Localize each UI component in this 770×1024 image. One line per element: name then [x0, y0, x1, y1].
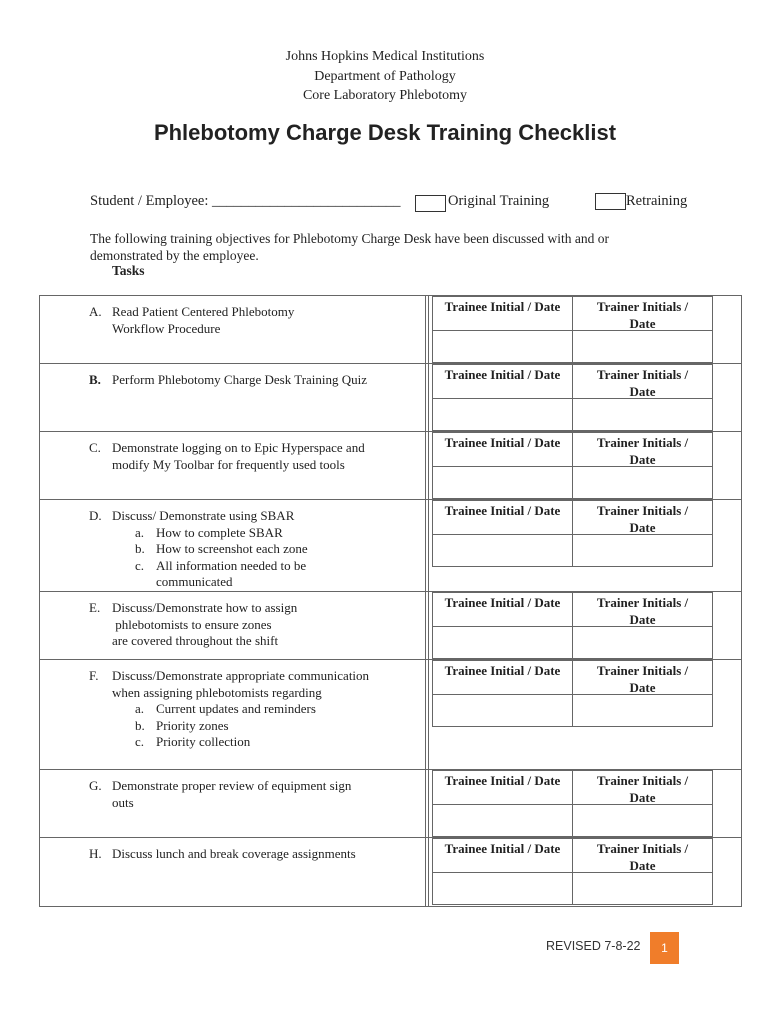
signoff-grid: [432, 838, 713, 905]
task-line: outs: [112, 794, 134, 810]
task-description: [89, 440, 422, 473]
trainee-initial-header: Trainee Initial / Date: [444, 299, 561, 314]
task-subitem: [112, 718, 422, 735]
task-letter: A.: [89, 304, 102, 319]
page-title: Phlebotomy Charge Desk Training Checklist: [153, 120, 617, 145]
task-row: [40, 432, 741, 500]
task-description: [89, 846, 422, 863]
task-table: [39, 295, 742, 907]
subitem-text: Current updates and reminders: [156, 701, 316, 716]
retraining-checkbox[interactable]: [595, 193, 626, 210]
trainee-initial-header: Trainee Initial / Date: [444, 841, 561, 856]
trainee-initial-cell[interactable]: [433, 331, 572, 362]
task-line: when assigning phlebotomists regarding: [112, 684, 322, 700]
task-subitem: [112, 734, 422, 751]
task-description: [89, 778, 422, 811]
task-letter: G.: [89, 778, 102, 793]
task-line: are covered throughout the shift: [112, 633, 279, 648]
task-row: [40, 660, 741, 770]
task-line: Demonstrate proper review of equipment sign: [112, 778, 352, 793]
department-name: Department of Pathology: [314, 68, 456, 84]
trainer-initial-header: [573, 595, 712, 628]
task-line: Discuss/ Demonstrate using SBAR: [112, 508, 295, 523]
signoff-grid: [432, 500, 713, 567]
signoff-grid: [432, 364, 713, 431]
trainer-initial-cell[interactable]: [573, 627, 712, 658]
division-name: Core Laboratory Phlebotomy: [302, 88, 468, 103]
signoff-grid: [432, 770, 713, 837]
task-line: Demonstrate logging on to Epic Hyperspace and: [112, 440, 365, 455]
task-subitem: [112, 525, 422, 542]
trainer-initial-header: [573, 841, 712, 874]
trainer-header-line: Trainer Initials /: [596, 299, 689, 314]
trainee-initial-cell[interactable]: [433, 627, 572, 658]
trainer-header-line: Date: [629, 789, 656, 805]
trainer-header-line: Trainer Initials /: [596, 503, 689, 518]
trainer-initial-cell[interactable]: [573, 805, 712, 836]
trainer-initial-header: [573, 503, 712, 536]
trainer-initial-cell[interactable]: [573, 467, 712, 498]
trainer-header-line: Trainer Initials /: [596, 773, 689, 788]
trainee-initial-cell[interactable]: [433, 399, 572, 430]
task-line: Discuss/Demonstrate appropriate communication: [112, 668, 370, 683]
signoff-grid: [432, 660, 713, 727]
task-letter: D.: [89, 508, 102, 523]
trainee-initial-header: Trainee Initial / Date: [444, 773, 561, 788]
subitem-text: How to complete SBAR: [156, 524, 283, 540]
signoff-grid: [432, 432, 713, 499]
task-description: [89, 304, 422, 337]
task-description: [89, 600, 422, 650]
task-line: modify My Toolbar for frequently used tools: [112, 456, 345, 472]
trainer-header-line: Date: [629, 383, 656, 399]
task-description: [89, 668, 422, 751]
trainer-header-line: Date: [629, 315, 656, 331]
trainee-initial-header: Trainee Initial / Date: [444, 503, 561, 518]
trainer-initial-header: [573, 435, 712, 468]
task-row: [40, 770, 741, 838]
original-training-label: Original Training: [448, 193, 550, 209]
trainer-header-line: Date: [629, 611, 656, 627]
subitem-text: How to screenshot each zone: [156, 541, 308, 556]
trainer-initial-header: [573, 773, 712, 806]
trainer-initial-header: [573, 299, 712, 332]
trainee-initial-header: Trainee Initial / Date: [444, 663, 561, 678]
task-row: [40, 364, 741, 432]
trainee-initial-cell[interactable]: [433, 467, 572, 498]
task-subitem: [112, 574, 422, 591]
trainer-header-line: Trainer Initials /: [596, 367, 689, 382]
task-letter: B.: [89, 372, 101, 387]
task-row: [40, 500, 741, 592]
original-training-checkbox[interactable]: [415, 195, 446, 212]
task-subitem: [112, 701, 422, 718]
task-line: Workflow Procedure: [112, 320, 221, 336]
signoff-grid: [432, 296, 713, 363]
signoff-grid: [432, 592, 713, 659]
student-employee-field[interactable]: Student / Employee: __________________________: [90, 193, 401, 209]
task-row: [40, 296, 741, 364]
subitem-text: communicated: [156, 574, 233, 589]
trainer-header-line: Date: [629, 857, 656, 873]
trainer-initial-cell[interactable]: [573, 331, 712, 362]
subitem-text: Priority zones: [156, 717, 229, 733]
trainee-initial-cell[interactable]: [433, 873, 572, 904]
trainer-header-line: Date: [629, 451, 656, 467]
subitem-letter: b.: [135, 717, 145, 733]
trainer-initial-cell[interactable]: [573, 695, 712, 726]
trainer-header-line: Trainer Initials /: [596, 663, 689, 678]
task-letter: E.: [89, 600, 101, 615]
subitem-letter: c.: [135, 557, 145, 573]
task-line: phlebotomists to ensure zones: [112, 616, 272, 632]
task-subitem: [112, 541, 422, 558]
trainer-header-line: Trainer Initials /: [596, 595, 689, 610]
trainer-initial-cell[interactable]: [573, 873, 712, 904]
trainee-initial-header: Trainee Initial / Date: [444, 595, 561, 610]
task-letter: H.: [89, 846, 102, 861]
task-line: Read Patient Centered Phlebotomy: [112, 304, 295, 319]
trainer-header-line: Date: [629, 679, 656, 695]
task-letter: F.: [89, 668, 99, 683]
task-description: [89, 508, 422, 591]
task-row: [40, 592, 741, 660]
subitem-letter: b.: [135, 541, 145, 556]
task-description: [89, 372, 422, 389]
trainee-initial-cell[interactable]: [433, 695, 572, 726]
task-letter: C.: [89, 440, 101, 455]
task-line: Discuss lunch and break coverage assignments: [112, 846, 356, 861]
task-subitem: [112, 558, 422, 575]
document-header: [0, 47, 770, 106]
intro-text: The following training objectives for Phlebotomy Charge Desk have been discussed with and or demonstrated by the employee.: [90, 231, 610, 263]
trainer-initial-header: [573, 663, 712, 696]
trainee-initial-header: Trainee Initial / Date: [444, 367, 561, 382]
trainer-initial-cell[interactable]: [573, 535, 712, 566]
page-number-badge: 1: [650, 932, 679, 964]
trainee-initial-cell[interactable]: [433, 805, 572, 836]
trainee-initial-header: Trainee Initial / Date: [444, 435, 561, 450]
trainer-initial-cell[interactable]: [573, 399, 712, 430]
trainee-initial-cell[interactable]: [433, 535, 572, 566]
revised-date: REVISED 7-8-22: [546, 939, 641, 953]
institution-name: Johns Hopkins Medical Institutions: [285, 49, 485, 64]
trainer-initial-header: [573, 367, 712, 400]
trainer-header-line: Date: [629, 519, 656, 535]
trainer-header-line: Trainer Initials /: [596, 841, 689, 856]
retraining-label: Retraining: [626, 193, 688, 209]
subitem-letter: a.: [135, 701, 145, 716]
subitem-text: Priority collection: [156, 734, 251, 749]
trainer-header-line: Trainer Initials /: [596, 435, 689, 450]
tasks-heading: Tasks: [112, 263, 145, 278]
subitem-letter: c.: [135, 734, 145, 749]
task-row: [40, 838, 741, 908]
task-line: Discuss/Demonstrate how to assign: [112, 600, 298, 615]
subitem-letter: a.: [135, 524, 145, 540]
task-line: Perform Phlebotomy Charge Desk Training Quiz: [112, 372, 368, 387]
subitem-text: All information needed to be: [156, 557, 307, 573]
